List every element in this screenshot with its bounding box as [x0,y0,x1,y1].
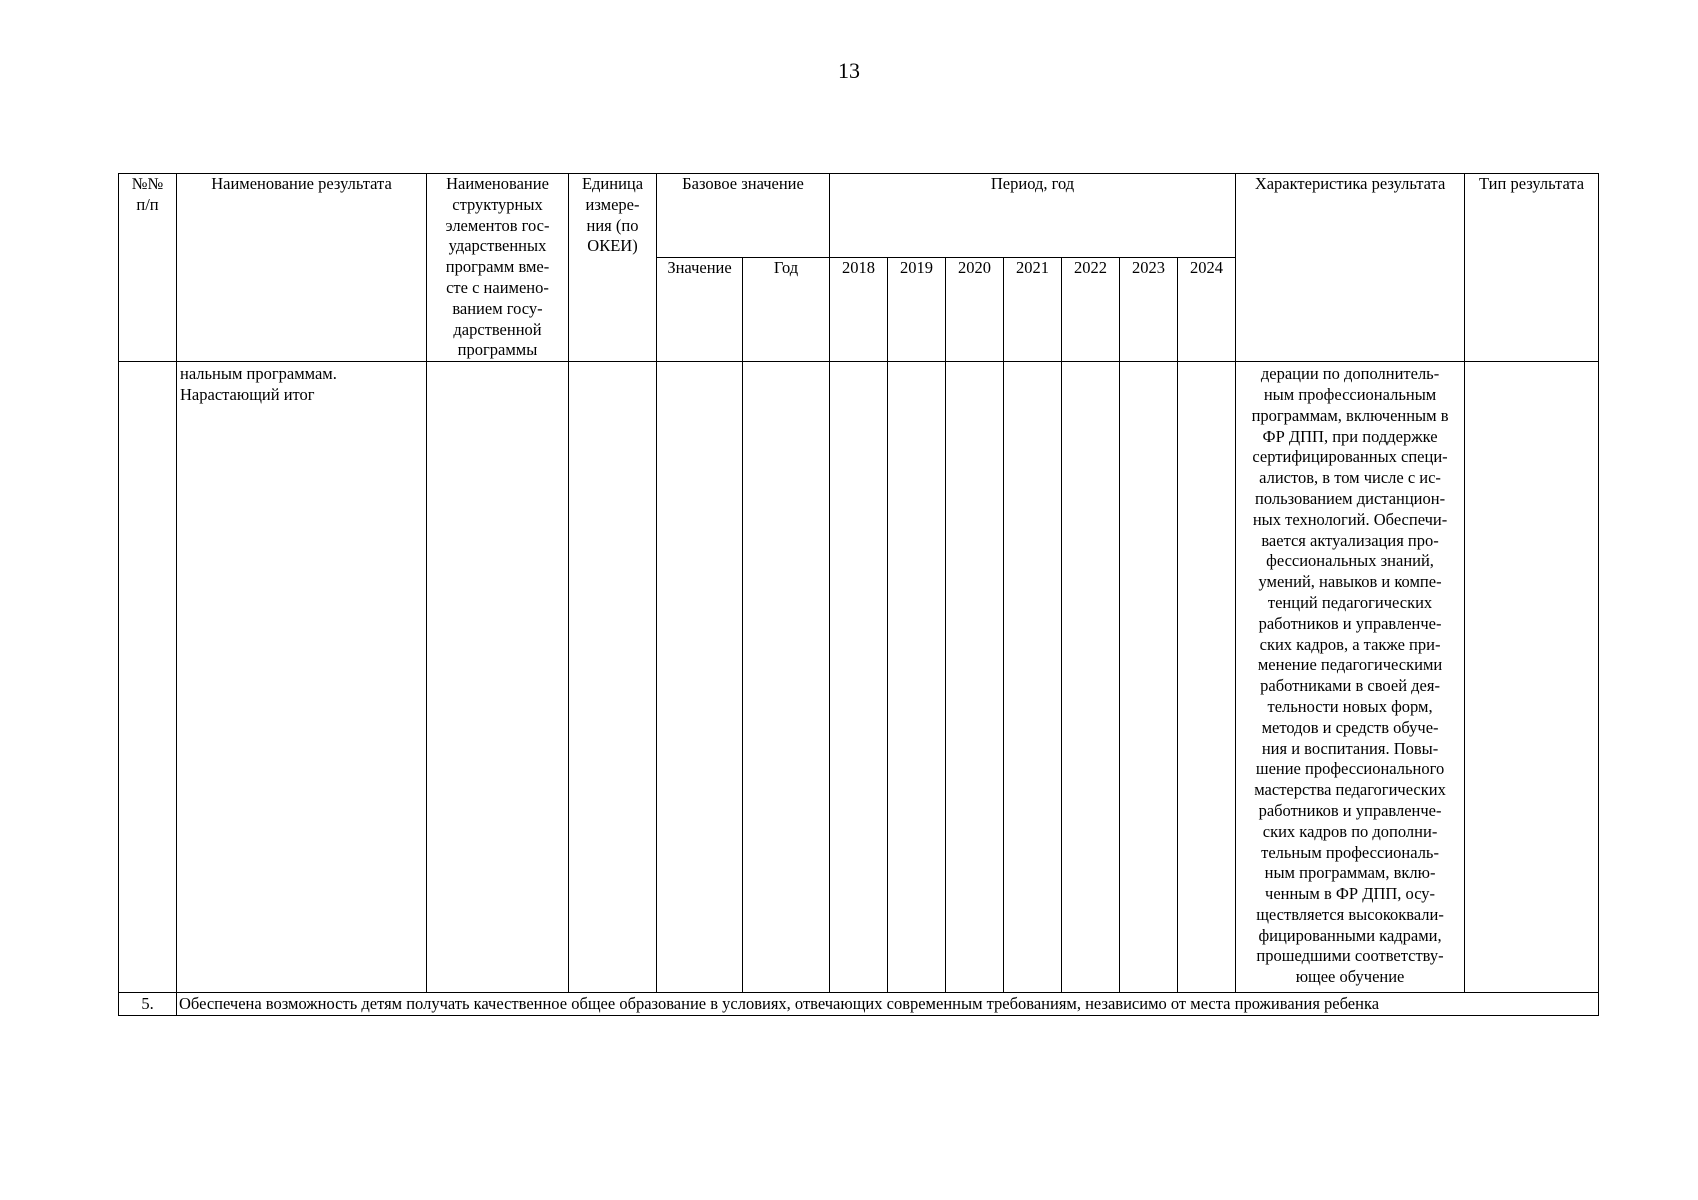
header-year-2022: 2022 [1062,258,1120,362]
header-unit [569,174,657,362]
characteristic-line: ния и воспитания. Повы- [1261,738,1439,758]
header-year-2018: 2018 [830,258,888,362]
header-num-line: п/п [136,194,159,214]
header-year-2024: 2024 [1178,258,1236,362]
characteristic-line: алистов, в том числе с ис- [1259,468,1441,488]
header-year-2019: 2019 [888,258,946,362]
cell-year-2022 [1062,362,1120,993]
characteristic-line: пользованием дистанцион- [1255,488,1446,508]
cell-result-type [1465,362,1599,993]
header-base-value: Базовое значение [657,174,830,258]
cell-struct-name [427,362,569,993]
characteristic-line: ющее обучение [1295,967,1405,987]
characteristic-line: ФР ДПП, при поддержке [1262,426,1438,446]
header-row-top [119,174,1599,258]
cell-year-2018 [830,362,888,993]
cell-year-2023 [1120,362,1178,993]
header-year-2023: 2023 [1120,258,1178,362]
header-year-2021: 2021 [1004,258,1062,362]
header-struct-line: Наименование [446,174,549,193]
characteristic-line: ным профессиональным [1263,384,1437,404]
result-name-line: нальным программам. [180,364,337,384]
row5-text: Обеспечена возможность детям получать качественное общее образование в условиях, отвечающих современным требованиям, независимо от места проживания ребенка [177,993,1599,1016]
header-num [119,174,177,362]
cell-base-year [743,362,830,993]
header-struct-line: программы [457,340,538,360]
characteristic-line: методов и средств обуче- [1261,717,1439,737]
characteristic-line: ских кадров, а также при- [1259,634,1441,654]
characteristic-line: тельным профессиональ- [1261,842,1439,862]
characteristic-line: прошедшими соответству- [1256,946,1444,966]
header-unit-line: измере- [585,194,640,214]
result-name-line: Нарастающий итог [180,384,315,404]
header-characteristic: Характеристика результата [1236,174,1465,362]
page-number: 13 [838,58,860,83]
header-unit-line: Единица [581,174,644,193]
table-row [119,993,1599,1016]
header-struct-line: ванием госу- [452,298,543,318]
header-unit-line: ОКЕИ) [587,236,638,256]
header-struct-line: дарственной [453,319,542,339]
header-struct-name [427,174,569,362]
row5-num: 5. [119,993,177,1016]
characteristic-line: мастерства педагогических [1254,780,1446,800]
characteristic-line: вается актуализация про- [1261,530,1439,550]
characteristic-line: тенций педагогических [1267,592,1433,612]
characteristic-line: ным программам, вклю- [1264,863,1436,883]
characteristic-line: ществляется высококвали- [1256,904,1444,924]
cell-num [119,362,177,993]
cell-characteristic [1236,362,1465,993]
results-table [118,173,1599,1016]
characteristic-line: ских кадров по дополни- [1262,821,1438,841]
header-struct-line: ударственных [448,236,547,256]
header-struct-line: сте с наимено- [446,277,549,297]
characteristic-line: тельности новых форм, [1267,696,1433,716]
header-base-value-year: Год [743,258,830,362]
cell-year-2019 [888,362,946,993]
cell-year-2021 [1004,362,1062,993]
header-struct-line: структурных [452,194,543,214]
characteristic-line: ченным в ФР ДПП, осу- [1265,884,1436,904]
header-struct-line: элементов гос- [445,215,550,235]
characteristic-line: сертифицированных специ- [1252,447,1448,467]
characteristic-line: фицированными кадрами, [1258,925,1442,945]
cell-result-name [177,362,427,993]
characteristic-line: работников и управленче- [1258,800,1442,820]
table-row [119,362,1599,993]
characteristic-line: шение профессионального [1255,759,1445,779]
characteristic-line: программам, включенным в [1251,405,1449,425]
characteristic-line: умений, навыков и компе- [1258,572,1442,592]
characteristic-line: работниками в своей дея- [1260,676,1440,696]
characteristic-line: работников и управленче- [1258,613,1442,633]
header-result-type: Тип результата [1465,174,1599,362]
cell-unit [569,362,657,993]
header-year-2020: 2020 [946,258,1004,362]
header-result-name: Наименование результата [177,174,427,362]
cell-base-value [657,362,743,993]
header-period: Период, год [830,174,1236,258]
characteristic-line: дерации по дополнитель- [1260,364,1440,384]
header-unit-line: ния (по [586,215,639,235]
cell-year-2024 [1178,362,1236,993]
characteristic-line: фессиональных знаний, [1266,551,1434,571]
characteristic-line: ных технологий. Обеспечи- [1252,509,1448,529]
cell-year-2020 [946,362,1004,993]
header-struct-line: программ вме- [445,257,550,277]
characteristic-line: менение педагогическими [1257,655,1443,675]
header-num-line: №№ [131,174,164,193]
header-base-value-value: Значение [657,258,743,362]
